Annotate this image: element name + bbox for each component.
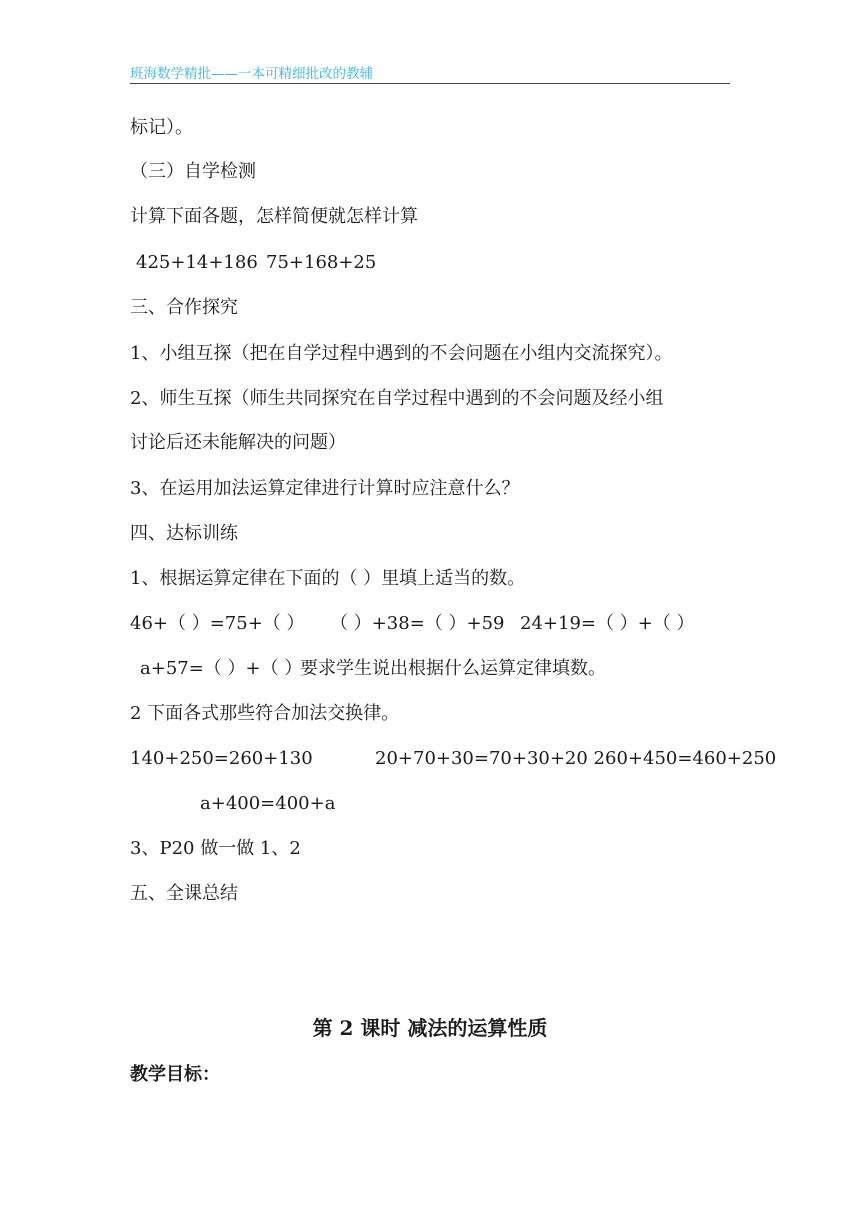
text-line: 2 下面各式那些符合加法交换律。 [130, 703, 400, 724]
objective-label: 教学目标： [130, 1064, 220, 1085]
subsection-heading: （三）自学检测 [130, 161, 256, 182]
text-line: 计算下面各题，怎样简便就怎样计算 [130, 206, 418, 227]
text-line: 2、师生互探（师生共同探究在自学过程中遇到的不会问题及经小组 [130, 388, 664, 409]
text-line: 1、根据运算定律在下面的（ ）里填上适当的数。 [130, 568, 526, 589]
text-line: 讨论后还未能解决的问题） [130, 432, 346, 453]
section-heading: 五、全课总结 [130, 883, 238, 904]
lesson-title: 第 2 课时 减法的运算性质 [312, 1016, 548, 1040]
text-line: 1、小组互探（把在自学过程中遇到的不会问题在小组内交流探究）。 [130, 343, 673, 364]
expression: 140+250=260+130 [130, 748, 313, 769]
text-line: 3、P20 做一做 1、2 [130, 838, 301, 859]
text-line: 3、在运用加法运算定律进行计算时应注意什么？ [130, 478, 520, 499]
page-header: 班海数学精批——一本可精细批改的教辅 [130, 66, 373, 82]
expression: 75+168+25 [266, 252, 377, 273]
section-heading: 三、合作探究 [130, 297, 238, 318]
expression: （ ）+38=（ ）+59 [330, 613, 505, 634]
expression: 20+70+30=70+30+20 260+450=460+250 [375, 748, 777, 769]
expression: 46+（ ）=75+（ ） [130, 613, 305, 634]
expression: 24+19=（ ）+（ ） [520, 613, 695, 634]
text-line: 要求学生说出根据什么运算定律填数。 [300, 658, 606, 679]
section-heading: 四、达标训练 [130, 523, 238, 544]
text-line: 标记）。 [130, 117, 193, 138]
expression: a+400=400+a [200, 793, 336, 814]
header-divider [130, 83, 730, 84]
expression: a+57=（ ）+（ ） [140, 658, 303, 679]
expression: 425+14+186 [136, 252, 258, 273]
